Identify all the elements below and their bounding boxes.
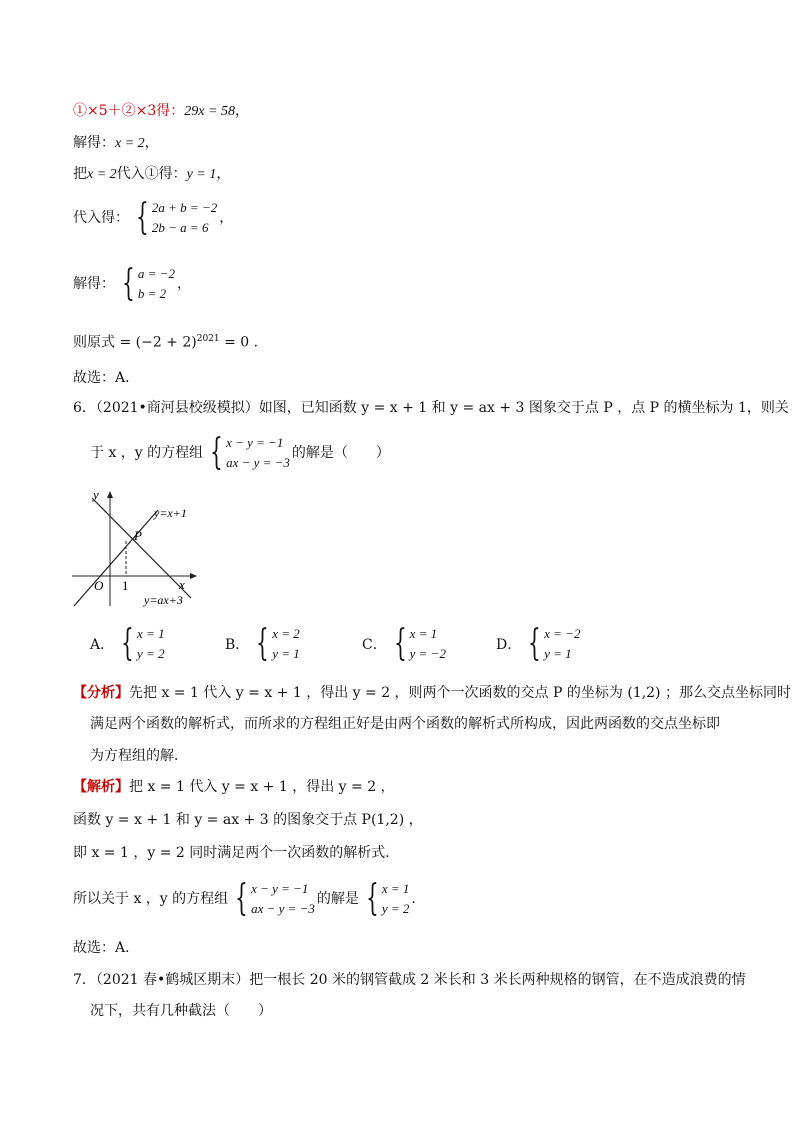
system-eq-2: ax − y = −3: [226, 455, 290, 470]
brace-icon: {: [235, 878, 248, 919]
brace-icon: {: [121, 623, 134, 664]
option-b[interactable]: [225, 624, 302, 664]
analysis-line-1: [73, 683, 791, 703]
solution-line-3: 即 x = 1 ，y = 2 同时满足两个一次函数的解析式．: [73, 845, 400, 861]
option-d-system: [523, 624, 580, 664]
step-6-expr: 则原式 = (−2 + 2): [73, 334, 197, 351]
system-eq-1: 2a + b = −2: [151, 200, 218, 215]
solution-4-system: [230, 879, 315, 919]
step-6-result: = 0 .: [219, 334, 259, 351]
step-3-c: 代入①得：: [116, 166, 187, 182]
system-eq-2: ax − y = −3: [251, 901, 315, 916]
step-1-punct: ，: [234, 103, 249, 119]
solution-tag: 【解析】: [73, 779, 129, 795]
step-5-system: [117, 264, 175, 304]
step-6-exponent: 2021: [196, 334, 220, 344]
solution-line-4: [73, 879, 425, 919]
step-line-1: [73, 101, 249, 122]
option-a-system: [116, 624, 164, 664]
option-c-letter: C．: [362, 637, 387, 653]
system-eq-2: y = 1: [544, 646, 572, 661]
step-2-equation: x = 2: [115, 136, 145, 151]
system-eq-1: a = −2: [137, 266, 175, 281]
system-eq-2: y = 2: [137, 646, 165, 661]
question-6-system: [205, 433, 290, 473]
analysis-text-1: 先把 x = 1 代入 y = x + 1 ，得出 y = 2 ，则两个一次函数的交点 P 的坐标为 (1,2) ；那么交点坐标同时: [129, 685, 791, 701]
option-d[interactable]: [496, 624, 582, 664]
line-1-label: y=x+1: [154, 506, 187, 520]
step-line-5: [73, 264, 191, 304]
step-line-4: [73, 198, 233, 238]
solution-4-middle: 的解是: [316, 891, 359, 907]
system-eq-1: x = 1: [409, 626, 438, 641]
x-axis-arrow-icon: [190, 573, 197, 579]
solution-4-prefix: 所以关于 x ，y 的方程组: [73, 891, 229, 907]
system-eq-2: b = 2: [137, 286, 167, 301]
option-d-letter: D．: [496, 637, 522, 653]
system-eq-2: y = 1: [272, 646, 300, 661]
brace-icon: {: [136, 197, 149, 238]
step-5-punct: ，: [176, 276, 191, 292]
solution-answer: 故选：A．: [73, 940, 140, 956]
solution-4-answer-system: [361, 879, 409, 919]
brace-icon: {: [393, 623, 407, 664]
system-eq-1: x = 1: [381, 881, 410, 896]
brace-icon: {: [366, 878, 379, 919]
line-y-x-plus-1: [74, 510, 158, 606]
step-3-a: 把: [73, 166, 87, 182]
question-6-suffix: 的解是（ ）: [291, 445, 390, 461]
system-eq-2: y = −2: [409, 646, 446, 661]
step-line-6: [73, 329, 258, 353]
tick-label: 1: [122, 578, 129, 593]
question-7-line-2: 况下，共有几种截法（ ）: [90, 1003, 272, 1019]
question-6-line-1: 6．（2021•商河县校级模拟）如图，已知函数 y = x + 1 和 y = ax + 3 图象交于点 P ，点 P 的横坐标为 1，则关: [73, 400, 789, 416]
origin-label: O: [94, 578, 104, 593]
step-line-2: [73, 133, 159, 154]
system-eq-2: 2b − a = 6: [151, 220, 209, 235]
step-1-equation: 29x = 58: [184, 104, 235, 119]
option-b-letter: B．: [225, 637, 250, 653]
analysis-line-3: 为方程组的解．: [90, 748, 188, 764]
point-label: P: [134, 528, 142, 543]
system-eq-1: x − y = −1: [226, 435, 284, 450]
brace-icon: {: [210, 432, 223, 473]
y-axis-label: y: [93, 488, 99, 502]
line-2-label: y=ax+3: [144, 593, 183, 607]
step-2-punct: ，: [144, 135, 159, 151]
solution-text-1: 把 x = 1 代入 y = x + 1 ，得出 y = 2 ，: [129, 779, 395, 795]
system-eq-1: x − y = −1: [251, 881, 309, 896]
step-3-d: y = 1: [186, 167, 217, 182]
solution-line-1: [73, 777, 395, 797]
option-c[interactable]: [362, 624, 448, 664]
system-eq-1: x = 2: [272, 626, 300, 641]
answer-line-5: 故选：A．: [73, 370, 140, 386]
question-6-prefix: 于 x ，y 的方程组: [90, 445, 204, 461]
step-3-b: x = 2: [87, 167, 117, 182]
option-a[interactable]: [90, 624, 167, 664]
step-line-3: [73, 164, 230, 185]
step-4-label: 代入得：: [73, 210, 129, 226]
brace-icon: {: [256, 623, 270, 664]
system-eq-1: x = −2: [544, 626, 581, 641]
x-axis-label: x: [179, 577, 185, 592]
step-3-e: ，: [216, 166, 231, 182]
step-4-system: [131, 198, 217, 238]
question-7-line-1: 7．（2021 春•鹤城区期末）把一根长 20 米的钢管截成 2 米长和 3 米长两种规格的钢管，在不造成浪费的情: [73, 972, 746, 988]
system-eq-2: y = 2: [381, 901, 410, 916]
system-eq-1: x = 1: [137, 626, 165, 641]
brace-icon: {: [122, 263, 135, 304]
analysis-tag: 【分析】: [73, 685, 129, 701]
solution-line-2: 函数 y = x + 1 和 y = ax + 3 的图象交于点 P(1,2) ，: [73, 812, 423, 828]
y-axis-arrow-icon: [107, 491, 113, 498]
question-6-line-2: [90, 433, 390, 473]
step-4-punct: ，: [219, 210, 234, 226]
brace-icon: {: [528, 623, 541, 664]
step-5-label: 解得：: [73, 276, 115, 292]
option-b-system: [251, 624, 299, 664]
function-graph: [66, 488, 206, 610]
step-1-label: ①×5＋②×3得：: [73, 103, 185, 119]
analysis-line-2: 满足两个函数的解析式，而所求的方程组正好是由两个函数的解析式所构成，因此两函数的交点坐标即: [90, 716, 720, 732]
solution-4-punct: ．: [411, 891, 426, 907]
step-2-label: 解得：: [73, 135, 115, 151]
option-c-system: [389, 624, 446, 664]
option-a-letter: A．: [90, 637, 115, 653]
